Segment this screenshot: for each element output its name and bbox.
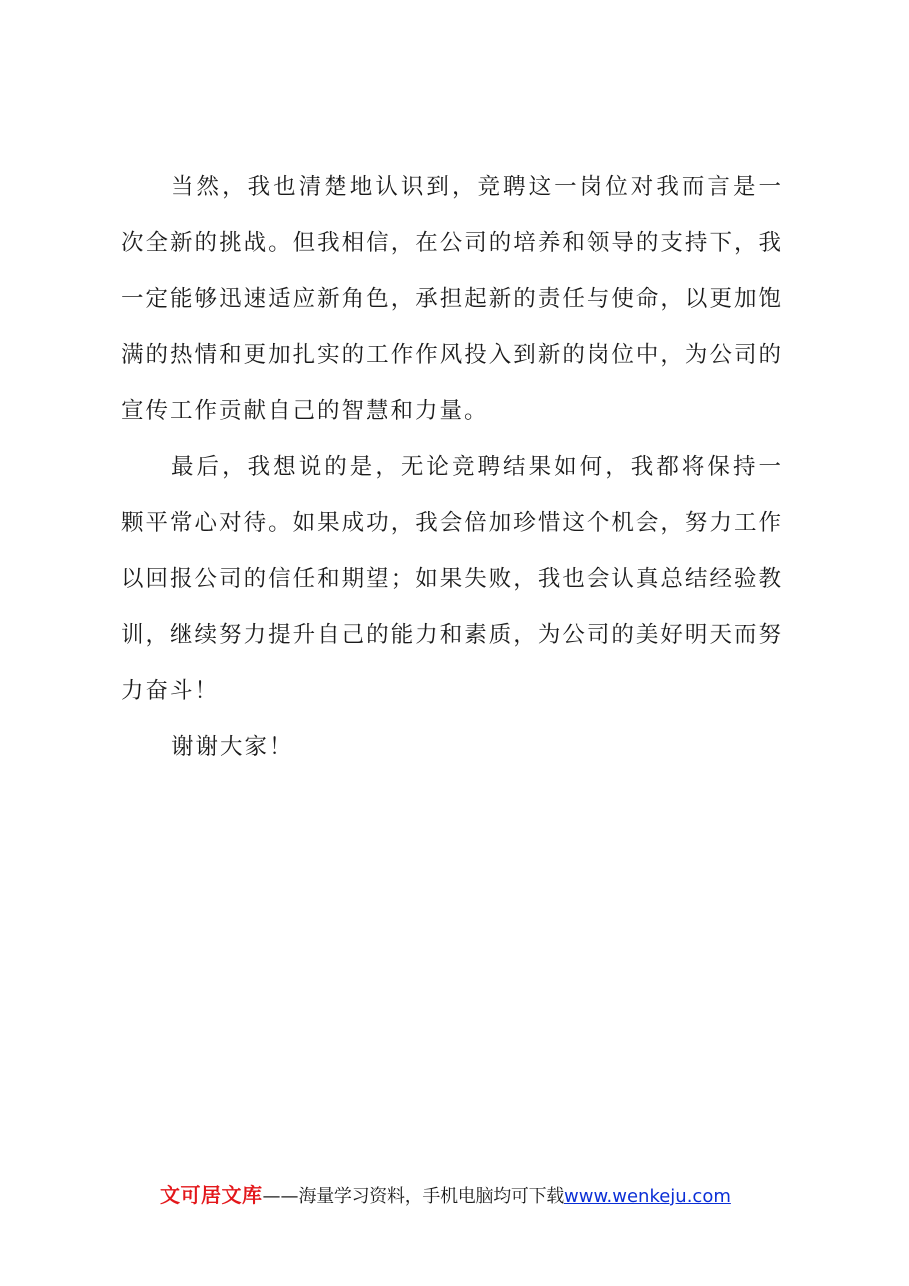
footer-dash: —— [262,1186,299,1207]
paragraph-closing: 最后，我想说的是，无论竞聘结果如何，我都将保持一颗平常心对待。如果成功，我会倍加珍惜这个机会，努力工作以回报公司的信任和期望；如果失败，我也会认真总结经验教训，继续努力提升自己的能力和素质，为公司的美好明天而努力奋斗！ [121,454,783,704]
footer-banner [160,1180,800,1212]
paragraph-thanks: 谢谢大家！ [171,734,294,760]
paragraph-challenge: 当然，我也清楚地认识到，竞聘这一岗位对我而言是一次全新的挑战。但我相信，在公司的培养和领导的支持下，我一定能够迅速适应新角色，承担起新的责任与使命，以更加饱满的热情和更加扎实的工作作风投入到新的岗位中，为公司的宣传工作贡献自己的智慧和力量。 [121,174,783,424]
website-link[interactable]: www.wenkeju.com [564,1186,731,1207]
brand-name: 文可居文库 [160,1183,263,1207]
footer-tagline: 海量学习资料，手机电脑均可下载 [298,1186,564,1207]
document-body [121,159,783,775]
